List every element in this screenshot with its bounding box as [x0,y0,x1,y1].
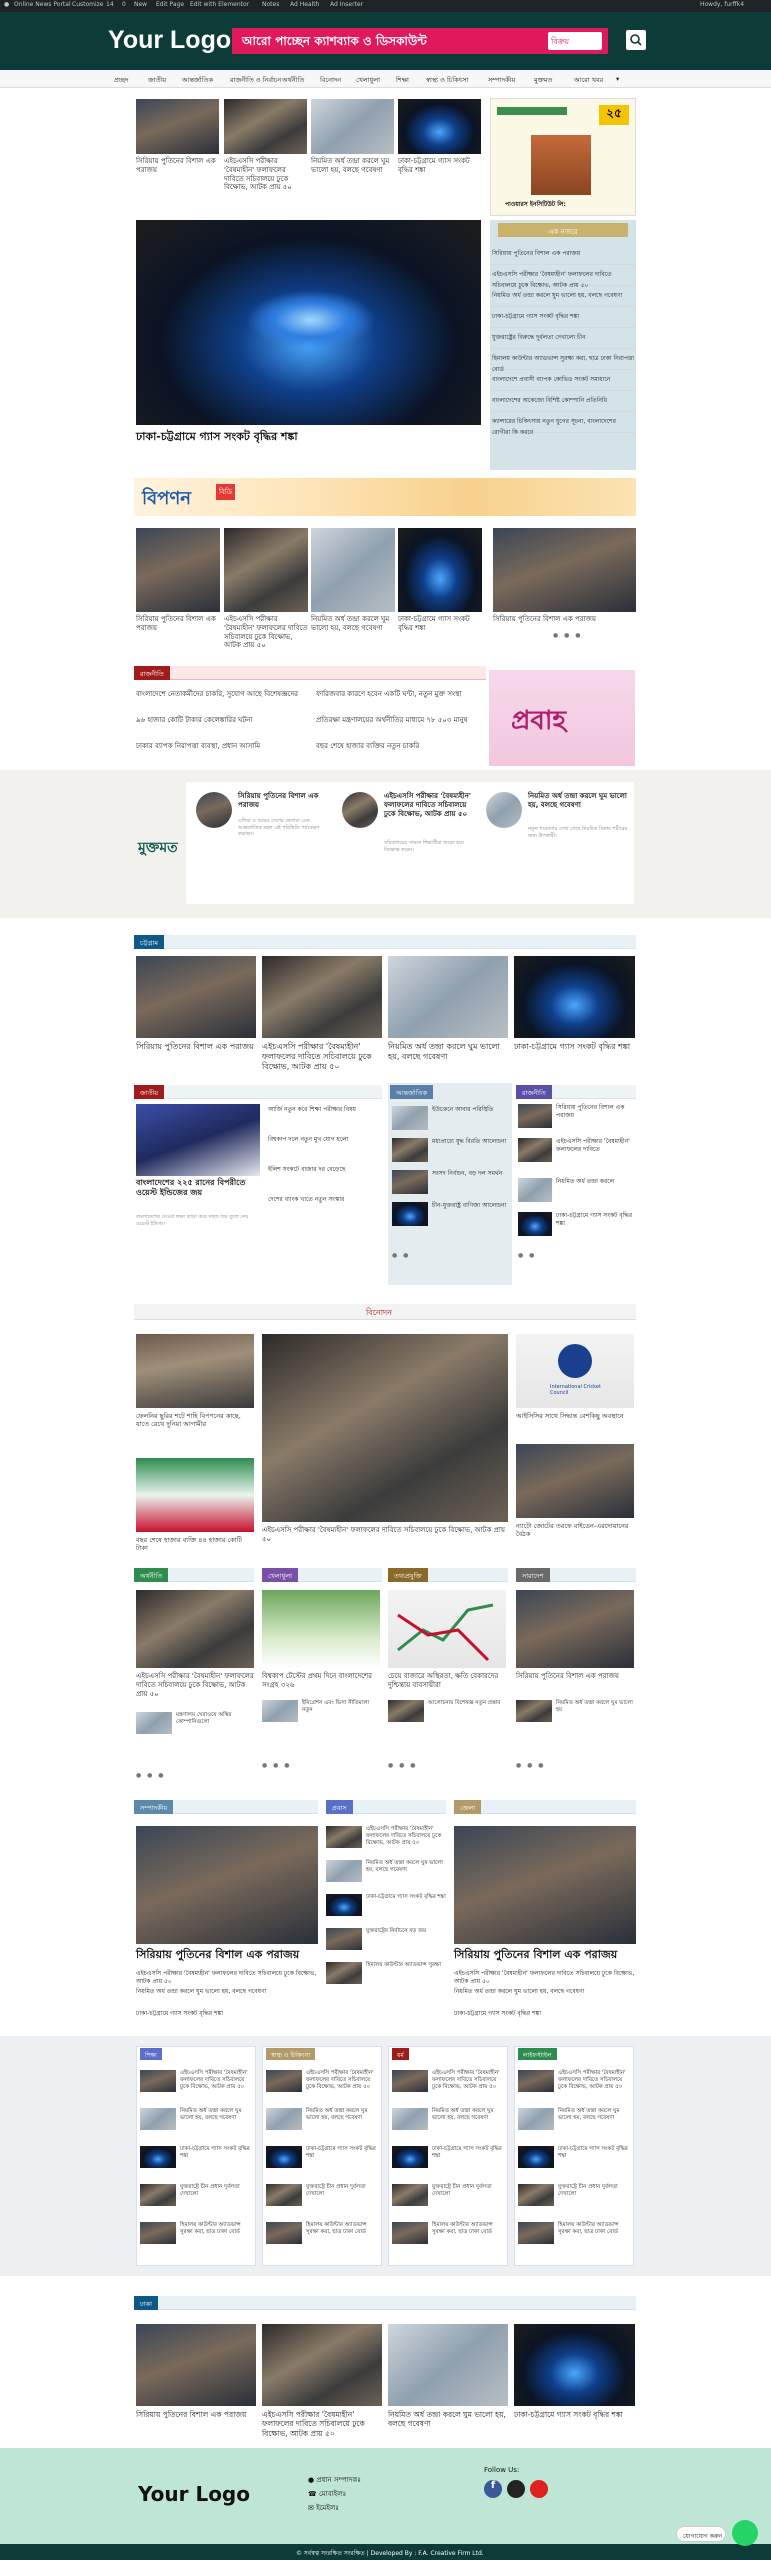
card-title[interactable]: ঢাকা-চট্টগ্রামে গ্যাস সংকট বৃদ্ধির শঙ্কা [514,2410,623,2419]
national-label[interactable]: জাতীয় [134,1085,164,1099]
row5-thumb[interactable] [326,1962,362,1984]
row6-thumb[interactable] [392,2184,428,2206]
ad-graphic [497,107,567,115]
card-title[interactable]: নিয়মিত অর্ধ তন্দ্রা করলে ঘুম ভালো হয়, বলছে গবেষণা [388,1042,500,1061]
row4-header [388,1568,508,1582]
sidebar-header: এক নজরে [498,223,628,237]
site-footer [0,2448,771,2544]
chattogram-header [134,935,636,949]
ent-image[interactable] [136,1458,254,1532]
site-header [0,12,771,70]
slider-image[interactable] [224,528,308,612]
opinion-title[interactable]: সিরিয়ায় পুতিনের বিশাল এক পরাজয় [238,792,319,809]
world-item[interactable]: চীন-যুক্তরাষ্ট্র বাণিজ্য আলোচনা [432,1202,507,1209]
row5-list-item[interactable]: নিয়মিত অর্ধ তন্দ্রা করলে ঘুম ভালো হয়, বলছে গবেষণা [454,1988,585,1995]
row5-header [454,1800,636,1814]
sidebar-ad[interactable] [490,98,636,216]
icc-image[interactable] [516,1334,634,1408]
row4-sub[interactable]: মন্ত্রণালয় ঘেরাওয়ে অস্থির কোম্পানিগুলো [176,1712,232,1725]
politics-item[interactable]: বছর শেষে হাজার ব্যক্তির নতুন চাকরি [316,742,420,750]
national-lead-image[interactable] [136,1104,260,1176]
card-title[interactable]: সিরিয়ায় পুতিনের বিশাল এক পরাজয় [136,2410,247,2419]
ad-price-badge: ২৫ [599,105,629,125]
row6-thumb[interactable] [140,2146,176,2168]
world-thumb[interactable] [392,1202,428,1226]
nav-item[interactable]: মুক্তমত [534,76,553,84]
row5-item[interactable]: যুক্তরাষ্ট্রের নির্বাচনে বড় জয় [366,1928,427,1934]
row5-list-item[interactable]: এইচএসসি পরীক্ষার 'বৈষম্যহীন' ফলাফলের দাবিতে সচিবালয়ে ঢুকে বিক্ষোভ, আটক প্রায় ৫০ [454,1970,635,1985]
admin-comments[interactable]: 0 [122,1,126,8]
ent-caption[interactable]: বছর শেষে হাজার ব্যক্তি ৪৪ হাজার কোটি টাকা [136,1536,242,1553]
entertainment-label[interactable]: বিনোদন [366,1308,393,1317]
footer-editor [308,2474,361,2486]
row5-item[interactable]: নিয়মিত অর্ধ তন্দ্রা করলে ঘুম ভালো হয়, বলছে গবেষণা [366,1860,443,1873]
nav-item[interactable]: শিক্ষা [396,76,409,84]
row5-item[interactable]: এইচএসসি পরীক্ষার 'বৈষম্যহীন' ফলাফলের দাবিতে সচিবালয়ে ঢুকে বিক্ষোভ, আটক প্রায় ৫০ [366,1826,442,1846]
row4-image[interactable] [388,1590,506,1668]
row4-dots[interactable]: ● ● ● [516,1762,546,1769]
opinion-excerpt: এশিয়া ও আরও দেশের নেতারা এবং আন্তর্জাতিক মহল এই পরিস্থিতি পর্যবেক্ষণ করছেন। [238,818,320,837]
facebook-icon[interactable]: f [484,2480,502,2498]
author-avatar[interactable] [486,792,522,828]
sidebar-item[interactable]: নিয়মিত অর্ধ তন্দ্রা করলে ঘুম ভালো হয়, বলছে গবেষণা [490,286,636,307]
row6-item[interactable]: যুক্তরাষ্ট্রে চীন প্রধান দুর্বলতা দেখালো [432,2184,492,2197]
row4-header [516,1568,636,1582]
row6-item[interactable]: নিয়মিত অর্ধ তন্দ্রা করলে ঘুম ভালো হয়, বলছে গবেষণা [432,2108,494,2121]
footer-follow: Follow Us: [484,2466,520,2474]
row6-item[interactable]: ঢাকা-চট্টগ্রামে গ্যাস সংকট বৃদ্ধির শঙ্কা [558,2146,628,2159]
row5-thumb[interactable] [326,1928,362,1950]
gas-flame-shape [246,290,376,350]
sidebar-item[interactable]: সিরিয়ায় পুতিনের বিশাল এক পরাজয় [490,244,636,265]
row6-item[interactable]: ঢাকা-চট্টগ্রামে গ্যাস সংকট বৃদ্ধির শঙ্কা [432,2146,502,2159]
thumb-image[interactable] [398,99,481,154]
sidebar-item[interactable]: হিমালয় কাউন্টার অ্যাডভান্স সুরক্ষা করা, ছাত্র ঢাকা নিরাপত্তা বোর্ড [490,349,636,370]
ent-caption[interactable]: ফেলনির ছুরির শটে শাহি বিপণনের কাছে, যাতে রেখে দুনিয়া আগামীর [136,1412,241,1429]
lead-image[interactable] [136,220,481,425]
ent-image[interactable] [136,1334,254,1408]
row5-thumb[interactable] [326,1894,362,1916]
row6-thumb[interactable] [392,2222,428,2244]
politics2-item[interactable]: সিরিয়ায় পুতিনের বিশাল এক পরাজয় [556,1104,625,1119]
sidebar-item[interactable]: ঢাকা-চট্টগ্রামে গ্যাস সংকট বৃদ্ধির শঙ্কা [490,307,636,328]
row6-item[interactable]: এইচএসসি পরীক্ষার 'বৈষম্যহীন' ফলাফলের দাবিতে সচিবালয়ে ঢুকে বিক্ষোভ, আটক প্রায় ৫০ [306,2070,374,2090]
row4-thumb[interactable] [388,1700,424,1722]
national-item[interactable]: দেশের ব্যাংক খাতে নতুন সংস্কার [268,1196,345,1203]
admin-updates[interactable]: 14 [106,1,114,8]
row4-dots[interactable]: ● ● ● [388,1762,418,1769]
admin-bar [0,0,771,12]
card-image[interactable] [262,956,382,1038]
admin-ad-health[interactable]: Ad Health [290,1,320,8]
banner-text: আরো পাচ্ছেন ক্যাশব্যাক ও ডিসকাউন্ট [242,34,427,48]
admin-notes[interactable]: Notes [262,1,280,8]
dhaka-label[interactable]: ঢাকা [134,2296,158,2310]
nav-item[interactable]: আরো খবর [574,76,604,84]
footer-email [308,2502,339,2514]
instagram-icon[interactable] [507,2480,525,2498]
sidebar-panel [490,220,636,470]
lead-title[interactable]: ঢাকা-চট্টগ্রামে গ্যাস সংকট বৃদ্ধির শঙ্কা [136,430,298,443]
row5-thumb[interactable] [326,1860,362,1882]
card-image[interactable] [388,956,508,1038]
ent-lead-image[interactable] [262,1334,508,1522]
footer-mobile [308,2488,346,2500]
nav-item[interactable]: রাজনীতি ও নির্বাচন [230,76,282,84]
row6-thumb[interactable] [518,2070,554,2092]
world-thumb[interactable] [392,1170,428,1194]
row4-image[interactable] [262,1590,380,1668]
row4-sub[interactable]: আলোচনায় বিশেষজ্ঞ নতুন প্রস্তাব [428,1700,501,1706]
admin-site-link[interactable]: Online News Portal [14,1,71,8]
politics-item[interactable]: প্রতিরক্ষা মন্ত্রণালয়ের অর্থনীতির মাধ্যমে ৭৮ ৫০৩ মানুষ [316,716,468,724]
row6-thumb[interactable] [266,2146,302,2168]
world-dots[interactable]: ● ● [392,1252,411,1259]
row6-item[interactable]: এইচএসসি পরীক্ষার 'বৈষম্যহীন' ফলাফলের দাবিতে সচিবালয়ে ঢুকে বিক্ষোভ, আটক প্রায় ৫০ [432,2070,500,2090]
row6-item[interactable]: নিয়মিত অর্ধ তন্দ্রা করলে ঘুম ভালো হয়, বলছে গবেষণা [306,2108,368,2121]
row5-list-item[interactable]: ঢাকা-চট্টগ্রামে গ্যাস সংকট বৃদ্ধির শঙ্কা [454,2010,542,2017]
row4-header [262,1568,382,1582]
politics2-thumb[interactable] [518,1104,552,1128]
footer-bottom [0,2544,771,2560]
politics-item[interactable]: ফারিজবার কারণে হবেন একটি ঘন্টা, নতুন মুক্ত সংস্থা [316,690,462,698]
user-icon: ● [308,2476,317,2484]
row5-thumb[interactable] [326,1826,362,1848]
row4-lead-title[interactable]: সিরিয়ায় পুতিনের বিশাল এক পরাজয় [516,1672,620,1680]
row6-item[interactable]: এইচএসসি পরীক্ষার 'বৈষম্যহীন' ফলাফলের দাবিতে সচিবালয়ে ঢুকে বিক্ষোভ, আটক প্রায় ৫০ [180,2070,248,2090]
row6-thumb[interactable] [266,2184,302,2206]
row6-thumb[interactable] [518,2222,554,2244]
ad-strip[interactable] [134,478,636,516]
card-image[interactable] [136,2324,256,2406]
opinion-label: মুক্তমত [138,840,178,856]
row5-list-item[interactable]: এইচএসসি পরীক্ষার 'বৈষম্যহীন' ফলাফলের দাবিতে সচিবালয়ে ঢুকে বিক্ষোভ, আটক প্রায় ৫০ [136,1970,317,1985]
row5-lead-title[interactable]: সিরিয়ায় পুতিনের বিশাল এক পরাজয় [136,1948,300,1961]
card-title[interactable]: এইচএসসি পরীক্ষার 'বৈষম্যহীন' ফলাফলের দাবিতে সচিবালয়ে ঢুকে বিক্ষোভ, আটক প্রায় ৫০ [262,2410,365,2438]
card-title[interactable]: ঢাকা-চট্টগ্রামে গ্যাস সংকট বৃদ্ধির শঙ্কা [514,1042,631,1051]
row6-thumb[interactable] [140,2070,176,2092]
politics-item[interactable]: ৯৬ হাজার কোটি টাকার কেলেঙ্কারির ঘটনা [136,716,253,724]
sidebar-item[interactable]: বাংলাদেশের অকেজো বিশিষ্ট কোম্পানি প্রতিনিধি [490,391,636,412]
site-logo[interactable]: Your Logo [108,26,232,54]
row6-item[interactable]: হিমালয় কাউন্টার অ্যাডভান্স সুরক্ষা করা, ছাত্র ঢাকা বোর্ড [432,2222,493,2235]
row5-label[interactable]: জেলা [454,1800,481,1814]
row5-item[interactable]: ঢাকা-চট্টগ্রামে গ্যাস সংকট বৃদ্ধির শঙ্কা [366,1894,446,1900]
row6-thumb[interactable] [518,2184,554,2206]
wp-logo-icon[interactable]: ● [4,1,10,8]
politics2-dots[interactable]: ● ● [518,1252,537,1259]
row6-item[interactable]: ঢাকা-চট্টগ্রামে গ্যাস সংকট বৃদ্ধির শঙ্কা [180,2146,250,2159]
world-item[interactable]: ইউক্রেনে আবার পরিস্থিতি [432,1106,494,1113]
row6-thumb[interactable] [392,2108,428,2130]
politics-item[interactable]: ঢাকার ব্যাপক নিরাপত্তা ব্যবস্থা, প্রধান আসামি [136,742,261,750]
row4-lead-title[interactable]: চেয়ে বাজারে অস্থিরতা, ক্ষতি বেকারদের দুশ্চিন্তায় ব্যবসায়ীরা [388,1672,499,1689]
row4-image[interactable] [136,1590,254,1668]
row6-thumb[interactable] [266,2070,302,2092]
row5-header [134,1800,318,1814]
card-image[interactable] [514,956,635,1038]
row4-thumb[interactable] [516,1700,552,1722]
entertainment-header [134,1304,636,1320]
sidebar-item[interactable]: এইচএসসি পরীক্ষার 'বৈষম্যহীন' ফলাফলের দাবিতে সচিবালয়ে ঢুকে বিক্ষোভ, আটক প্রায় ৫০ [490,265,636,286]
row6-thumb[interactable] [518,2108,554,2130]
row4-header [134,1568,254,1582]
nav-item[interactable]: স্বাস্থ্য ও চিকিৎসা [426,76,469,84]
politics-label[interactable]: রাজনীতি [134,666,170,680]
youtube-icon[interactable] [530,2480,548,2498]
ad-strip-tag: বিডি [216,484,235,500]
row6-section [0,2036,771,2276]
nav-item[interactable]: খেলাধুলা [356,76,381,84]
header-banner-ad[interactable] [232,28,608,54]
row5-list-item[interactable]: ঢাকা-চট্টগ্রামে গ্যাস সংকট বৃদ্ধির শঙ্কা [136,2010,224,2017]
opinion-title[interactable]: এইচএসসি পরীক্ষার 'বৈষম্যহীন' ফলাফলের দাবিতে সচিবালয়ে ঢুকে বিক্ষোভ, আটক প্রায় ৫০ [384,792,471,818]
card-title[interactable]: নিয়মিত অর্ধ তন্দ্রা করলে ঘুম ভালো হয়, বলছে গবেষণা [388,2410,506,2429]
slider-caption[interactable]: সিরিয়ায় পুতিনের বিশাল এক পরাজয় [136,615,216,632]
row5-item[interactable]: হিমালয় কাউন্টার অ্যাডভান্স সুরক্ষা [366,1962,442,1968]
world-thumb[interactable] [392,1138,428,1162]
row6-label[interactable]: লাইফস্টাইল [518,2048,557,2060]
row6-thumb[interactable] [266,2108,302,2130]
growth-chart-icon [388,1590,506,1668]
thumb-image[interactable] [136,99,219,154]
row5-label[interactable]: প্রবাস [326,1800,353,1814]
mail-icon: ✉ [308,2504,317,2512]
card-image[interactable] [514,2324,635,2406]
sidebar-item[interactable]: বাংলাদেশে প্রবাসী ব্যাপক কোভিড সংকট সমাধানে [490,370,636,391]
admin-customize[interactable]: Customize [72,1,104,8]
footer-editor-label: প্রধান সম্পাদকঃ [316,2476,361,2484]
slider-image[interactable] [493,528,636,612]
chevron-down-icon[interactable]: ▾ [616,75,620,83]
row4-thumb[interactable] [262,1700,298,1722]
row6-thumb[interactable] [392,2146,428,2168]
national-item[interactable]: বিশ্বকাপ দলে নতুন মুখ যোগ হলো [268,1136,349,1143]
row6-thumb[interactable] [140,2108,176,2130]
row6-item[interactable]: নিয়মিত অর্ধ তন্দ্রা করলে ঘুম ভালো হয়, বলছে গবেষণা [180,2108,242,2121]
ad-strip-brand: বিপণন [142,488,192,509]
icc-text: International Cricket Council [550,1384,601,1396]
main-nav [0,70,771,88]
ent-caption[interactable]: ন্যাটো জোটের তরফে বাইডেন-এরদোয়ানের বৈঠক [516,1522,629,1539]
ad-title: পাওয়ারস ইনসিটিউট লি: [505,201,566,208]
row6-thumb[interactable] [140,2222,176,2244]
row6-thumb[interactable] [392,2070,428,2092]
sidebar-item[interactable]: ক্যান্সারের চিকিৎসায় নতুন যুগের সূচনা, বাংলাদেশের রোগীরা কি করবে [490,412,636,433]
politics-ad[interactable] [489,670,635,766]
banner-brand: বিক্রয় [548,32,602,50]
row4-thumb[interactable] [136,1712,172,1734]
footer-email-label: ইমেইলঃ [316,2504,340,2512]
row4-sub[interactable]: ইমিগ্রেশন এবং ভিসা নীতিমালা নতুন [302,1700,370,1713]
row6-item[interactable]: যুক্তরাষ্ট্রে চীন প্রধান দুর্বলতা দেখালো [306,2184,366,2197]
national-item[interactable]: ইলিশ সংকটে বাজার দর বেড়েছে [268,1166,346,1173]
nav-item[interactable]: সম্পাদকীয় [488,76,516,84]
row6-label[interactable]: শিক্ষা [140,2048,162,2060]
dhaka-header [134,2296,636,2310]
slider-caption[interactable]: সিরিয়ায় পুতিনের বিশাল এক পরাজয় [493,615,597,623]
thumb-title[interactable]: এইচএসসি পরীক্ষার 'বৈষম্যহীন' ফলাফলের দাবিতে সচিবালয়ে ঢুকে বিক্ষোভ, আটক প্রায় ৫০ [224,157,292,192]
national-lead-excerpt: বাংলাদেশের দেওয়া লক্ষ্য তাড়া করে সহজ জয় তুলে নেয় ওয়েস্ট ইন্ডিজ। [136,1214,249,1227]
row4-lead-title[interactable]: এইচএসসি পরীক্ষার 'বৈষম্যহীন' ফলাফলের দাবিতে সচিবালয়ে ঢুকে বিক্ষোভ, আটক প্রায় ৫০ [136,1672,254,1698]
politics2-item[interactable]: ঢাকা-চট্টগ্রামে গ্যাস সংকট বৃদ্ধির শঙ্কা [556,1212,633,1227]
row6-item[interactable]: হিমালয় কাউন্টার অ্যাডভান্স সুরক্ষা করা, ছাত্র ঢাকা বোর্ড [180,2222,241,2235]
ent-caption[interactable]: আইসিসির সাথে সিদ্ধান্ত বেশকিছু অবস্থানে [516,1412,624,1420]
slider-caption[interactable]: এইচএসসি পরীক্ষার 'বৈষম্যহীন' ফলাফলের দাবিতে সচিবালয়ে ঢুকে বিক্ষোভ, আটক প্রায় ৫০ [224,615,308,650]
icc-logo-icon [558,1344,592,1378]
phone-icon: ☎ [308,2490,319,2498]
nav-item[interactable]: অর্থনীতি [282,76,305,84]
admin-greeting[interactable]: Howdy, furffk4 [700,1,745,8]
world-item[interactable]: সংসদ নির্বাচন, বড় দল সমর্থন [432,1170,503,1177]
admin-new[interactable]: New [134,1,148,8]
author-avatar[interactable] [342,792,378,828]
politics2-thumb[interactable] [518,1138,552,1162]
politics-header [134,666,486,680]
politics2-header [516,1085,636,1099]
opinion-excerpt: নতুন গবেষণায় দেখা গেছে নিয়মিত বিশ্রাম শরীরের জন্য উপকারী। [528,826,628,839]
thumb-image[interactable] [224,99,307,154]
politics-ad-text: প্রবাহ [511,706,567,736]
slider-dots[interactable]: ● ● ● [553,632,583,639]
nav-item[interactable]: প্রচ্ছদ [114,76,129,84]
nav-item[interactable]: জাতীয় [148,76,167,84]
politics2-thumb[interactable] [518,1212,552,1236]
footer-mobile-label: মোবাইলঃ [318,2490,347,2498]
row6-item[interactable]: এইচএসসি পরীক্ষার 'বৈষম্যহীন' ফলাফলের দাবিতে সচিবালয়ে ঢুকে বিক্ষোভ, আটক প্রায় ৫০ [558,2070,626,2090]
row6-item[interactable]: হিমালয় কাউন্টার অ্যাডভান্স সুরক্ষা করা, ছাত্র ঢাকা বোর্ড [558,2222,619,2235]
politics2-thumb[interactable] [518,1178,552,1202]
ent-lead-caption[interactable]: এইচএসসি পরীক্ষার 'বৈষম্যহীন' ফলাফলের দাবিতে সচিবালয়ে ঢুকে বিক্ষোভ, আটক প্রায় ৫০ [262,1526,506,1543]
card-title[interactable]: সিরিয়ায় পুতিনের বিশাল এক পরাজয় [136,1042,254,1051]
politics2-label[interactable]: রাজনীতি [516,1085,552,1099]
row6-item[interactable]: নিয়মিত অর্ধ তন্দ্রা করলে ঘুম ভালো হয়, বলছে গবেষণা [558,2108,620,2121]
admin-edit-elementor[interactable]: Edit with Elementor [190,1,250,8]
card-image[interactable] [262,2324,382,2406]
row4-dots[interactable]: ● ● ● [136,1772,166,1779]
politics2-item[interactable]: এইচএসসি পরীক্ষার 'বৈষম্যহীন' ফলাফলের দাবিতে [556,1138,630,1153]
row5-lead-title[interactable]: সিরিয়ায় পুতিনের বিশাল এক পরাজয় [454,1948,618,1961]
national-item[interactable]: আর্জি নতুন করে শিক্ষা পরীক্ষার বিষয় [268,1106,356,1113]
whatsapp-icon[interactable] [732,2520,758,2546]
thumb-title[interactable]: ঢাকা-চট্টগ্রামে গ্যাস সংকট বৃদ্ধির শঙ্কা [398,157,470,174]
row6-item[interactable]: যুক্তরাষ্ট্রে চীন প্রধান দুর্বলতা দেখালো [558,2184,618,2197]
politics-item[interactable]: বাংলাদেশে নেতাকর্মীদের চাকরি, সুযোগ আছে বিশেষজ্ঞদের [136,690,299,698]
slider-image[interactable] [311,528,395,612]
row4-lead-title[interactable]: বিশ্বকাপ টেস্টের প্রথম দিনে বাংলাদেশের সংগ্রহ ৩২৬ [262,1672,372,1689]
footer-logo[interactable]: Your Logo [138,2482,250,2506]
row6-label[interactable]: স্বাস্থ্য ও চিকিৎসা [266,2048,315,2060]
row4-label[interactable]: খেলাধুলা [262,1568,298,1582]
sidebar-list [490,244,636,436]
national-header [134,1085,382,1099]
search-button[interactable] [626,30,646,50]
opinion-title[interactable]: নিয়মিত অর্ধ তন্দ্রা করলে ঘুম ভালো হয়, বলছে গবেষণা [528,792,627,809]
row5-lead-image[interactable] [136,1826,318,1944]
nav-item[interactable]: বিনোদন [320,76,342,84]
card-image[interactable] [136,956,256,1038]
slider-caption[interactable]: ঢাকা-চট্টগ্রামে গ্যাস সংকট বৃদ্ধির শঙ্কা [398,615,470,632]
row5-list-item[interactable]: নিয়মিত অর্ধ তন্দ্রা করলে ঘুম ভালো হয়, বলছে গবেষণা [136,1988,267,1995]
chattogram-label[interactable]: চট্টগ্রাম [134,935,164,949]
row6-label[interactable]: ধর্ম [392,2048,409,2060]
thumb-image[interactable] [311,99,394,154]
admin-edit-page[interactable]: Edit Page [156,1,185,8]
nav-item[interactable]: আন্তর্জাতিক [182,76,214,84]
row4-label[interactable]: সারাদেশ [516,1568,550,1582]
row4-label[interactable]: অর্থনীতি [134,1568,168,1582]
slider-image[interactable] [136,528,220,612]
copyright: © সর্বস্বত্ব সংরক্ষিত সংরক্ষিত | Developed By : F.A. Creative Firm Ltd. [296,2550,484,2557]
national-lead-title[interactable]: বাংলাদেশের ২২৫ রানের বিপরীতে ওয়েস্ট ইন্ডিজের জয় [136,1178,246,1197]
row6-thumb[interactable] [140,2184,176,2206]
row6-item[interactable]: হিমালয় কাউন্টার অ্যাডভান্স সুরক্ষা করা, ছাত্র ঢাকা বোর্ড [306,2222,367,2235]
politics2-item[interactable]: নিয়মিত অর্ধ তন্দ্রা করলে [556,1178,615,1185]
sidebar-item[interactable]: যুক্তরাষ্ট্রের বিরুদ্ধে দুর্বলতা দেখালো চীন [490,328,636,349]
row4-dots[interactable]: ● ● ● [262,1762,292,1769]
row4-sub[interactable]: নিয়মিত অর্ধ তন্দ্রা করলে ঘুম ভালো হয় [556,1700,633,1713]
row5-lead-image[interactable] [454,1826,636,1944]
slider-caption[interactable]: নিয়মিত অর্ধ তন্দ্রা করলে ঘুম ভালো হয়, বলছে গবেষণা [311,615,390,632]
search-icon [626,30,646,50]
row6-item[interactable]: ঢাকা-চট্টগ্রামে গ্যাস সংকট বৃদ্ধির শঙ্কা [306,2146,376,2159]
world-label[interactable]: আন্তর্জাতিক [390,1085,433,1099]
row6-thumb[interactable] [266,2222,302,2244]
row6-thumb[interactable] [518,2146,554,2168]
row5-header [326,1800,446,1814]
row6-item[interactable]: যুক্তরাষ্ট্রে চীন প্রধান দুর্বলতা দেখালো [180,2184,240,2197]
card-title[interactable]: এইচএসসি পরীক্ষার 'বৈষম্যহীন' ফলাফলের দাবিতে সচিবালয়ে ঢুকে বিক্ষোভ, আটক প্রায় ৫০ [262,1042,372,1071]
row5-label[interactable]: সম্পাদকীয় [134,1800,173,1814]
admin-ad-inserter[interactable]: Ad Inserter [330,1,364,8]
ent-image[interactable] [516,1444,634,1518]
row4-label[interactable]: তথ্যপ্রযুক্তি [388,1568,428,1582]
thumb-title[interactable]: নিয়মিত অর্ধ তন্দ্রা করলে ঘুম ভালো হয়, বলছে গবেষণা [311,157,390,174]
opinion-excerpt: সচিবালয়ের সামনে শিক্ষার্থীরা জড়ো হয়ে বিক্ষোভ করেন। [384,840,464,853]
world-item[interactable]: মধ্যপ্রাচ্যে যুদ্ধ বিরতি আলোচনা [432,1138,507,1145]
slider-image[interactable] [398,528,482,612]
thumb-title[interactable]: সিরিয়ায় পুতিনের বিশাল এক পরাজয় [136,157,216,174]
card-image[interactable] [388,2324,508,2406]
contact-cta[interactable]: যোগাযোগ করুন [676,2526,726,2542]
world-thumb[interactable] [392,1106,428,1130]
building-graphic [531,135,591,195]
row4-image[interactable] [516,1590,634,1668]
